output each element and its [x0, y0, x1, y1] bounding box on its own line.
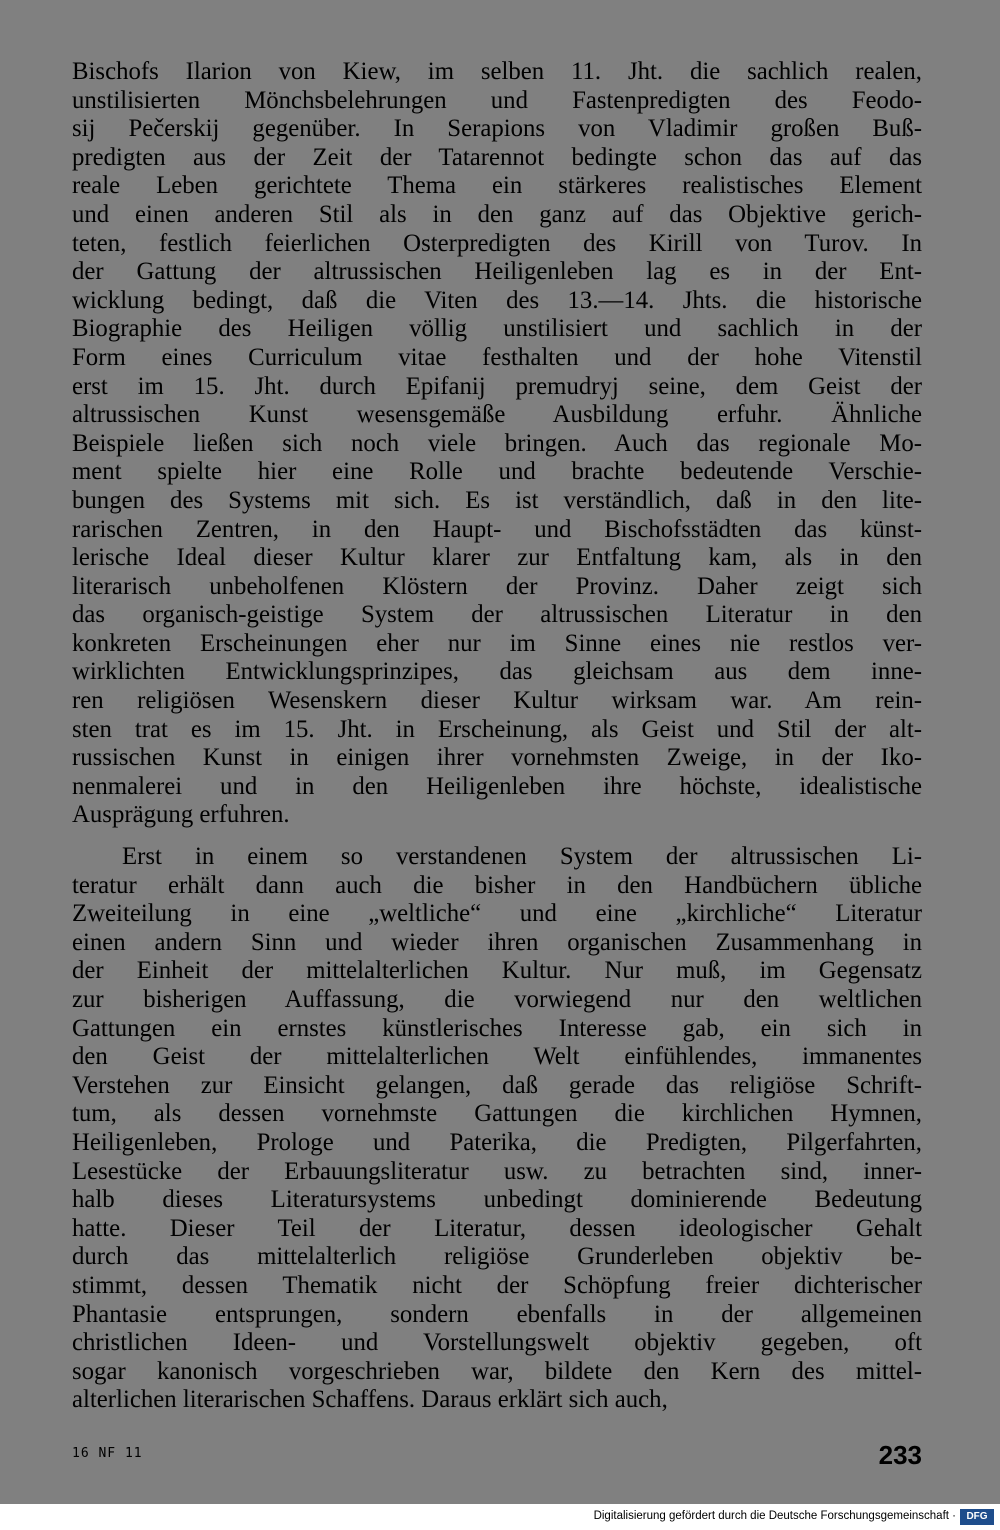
text-line: Biographie des Heiligen völlig unstilisiert und sachlich in der — [72, 315, 922, 343]
text-line: zur bisherigen Auffassung, die vorwiegend nur den weltlichen — [72, 985, 922, 1013]
text-line: Lesestücke der Erbauungsliteratur usw. zu betrachten sind, inner- — [72, 1157, 922, 1185]
text-line: altrussischen Kunst wesensgemäße Ausbildung erfuhr. Ähnliche — [72, 401, 922, 429]
text-line: das organisch-geistige System der altrussischen Literatur in den — [72, 601, 922, 629]
text-line: rarischen Zentren, in den Haupt- und Bischofsstädten das künst- — [72, 515, 922, 543]
text-line: Heiligenleben, Prologe und Paterika, die Predigten, Pilgerfahrten, — [72, 1128, 922, 1156]
text-line: Phantasie entsprungen, sondern ebenfalls in der allgemeinen — [72, 1300, 922, 1328]
paragraph-2 — [72, 843, 922, 1415]
text-line: und einen anderen Stil als in den ganz auf das Objektive gerich- — [72, 200, 922, 228]
digitization-credit-bar — [0, 1504, 1000, 1530]
text-line: Bischofs Ilarion von Kiew, im selben 11. Jht. die sachlich realen, — [72, 58, 922, 85]
text-line: halb dieses Literatursystems unbedingt dominierende Bedeutung — [72, 1186, 922, 1214]
text-line: hatte. Dieser Teil der Literatur, dessen ideologischer Gehalt — [72, 1214, 922, 1242]
text-line: konkreten Erscheinungen eher nur im Sinne eines nie restlos ver- — [72, 629, 922, 657]
text-line: alterlichen literarischen Schaffens. Daraus erklärt sich auch, — [72, 1386, 668, 1414]
printer-signature: 16 NF 11 — [72, 1446, 143, 1461]
page-footer — [72, 1440, 922, 1480]
text-line: der Einheit der mittelalterlichen Kultur. Nur muß, im Gegensatz — [72, 957, 922, 985]
text-line: Gattungen ein ernstes künstlerisches Interesse gab, ein sich in — [72, 1014, 922, 1042]
page-text-2 — [72, 843, 922, 1415]
text-line: reale Leben gerichtete Thema ein stärkeres realistisches Element — [72, 172, 922, 200]
text-line: durch das mittelalterlich religiöse Grunderleben objektiv be- — [72, 1243, 922, 1271]
text-line: Zweiteilung in eine „weltliche“ und eine „kirchliche“ Literatur — [72, 900, 922, 928]
text-line: stimmt, dessen Thematik nicht der Schöpfung freier dichterischer — [72, 1271, 922, 1299]
digitization-credit: Digitalisierung gefördert durch die Deutsche Forschungsgemeinschaft · — [593, 1510, 956, 1522]
text-line: einen andern Sinn und wieder ihren organischen Zusammenhang in — [72, 928, 922, 956]
page-text — [72, 58, 922, 830]
text-line: wirklichten Entwicklungsprinzipes, das gleichsam aus dem inne- — [72, 658, 922, 686]
text-line: literarisch unbeholfenen Klöstern der Provinz. Daher zeigt sich — [72, 572, 922, 600]
text-line: Erst in einem so verstandenen System der altrussischen Li- — [122, 843, 922, 870]
text-line: der Gattung der altrussischen Heiligenleben lag es in der Ent- — [72, 258, 922, 286]
text-line: teten, festlich feierlichen Osterpredigten des Kirill von Turov. In — [72, 229, 922, 257]
text-line: Verstehen zur Einsicht gelangen, daß gerade das religiöse Schrift- — [72, 1071, 922, 1099]
text-line: bungen des Systems mit sich. Es ist verständlich, daß in den lite- — [72, 486, 922, 514]
text-line: predigten aus der Zeit der Tatarennot bedingte schon das auf das — [72, 143, 922, 171]
dfg-logo-icon: DFG — [960, 1509, 994, 1525]
text-line: sogar kanonisch vorgeschrieben war, bildete den Kern des mittel- — [72, 1357, 922, 1385]
text-line: russischen Kunst in einigen ihrer vornehmsten Zweige, in der Iko- — [72, 744, 922, 772]
text-line: sten trat es im 15. Jht. in Erscheinung, als Geist und Stil der alt- — [72, 715, 922, 743]
text-line: wicklung bedingt, daß die Viten des 13.—14. Jhts. die historische — [72, 286, 922, 314]
page-number: 233 — [878, 1440, 922, 1470]
text-line: tum, als dessen vornehmste Gattungen die kirchlichen Hymnen, — [72, 1100, 922, 1128]
text-line: teratur erhält dann auch die bisher in den Handbüchern übliche — [72, 871, 922, 899]
text-line: christlichen Ideen- und Vorstellungswelt objektiv gegeben, oft — [72, 1329, 922, 1357]
text-line: nenmalerei und in den Heiligenleben ihre höchste, idealistische — [72, 772, 922, 800]
text-line: Ausprägung erfuhren. — [72, 801, 290, 829]
text-line: erst im 15. Jht. durch Epifanij premudryj seine, dem Geist der — [72, 372, 922, 400]
text-line: ren religiösen Wesenskern dieser Kultur wirksam war. Am rein- — [72, 687, 922, 715]
text-line: Form eines Curriculum vitae festhalten und der hohe Vitenstil — [72, 343, 922, 371]
text-line: den Geist der mittelalterlichen Welt einfühlendes, immanentes — [72, 1043, 922, 1071]
text-line: unstilisierten Mönchsbelehrungen und Fastenpredigten des Feodo- — [72, 86, 922, 114]
text-line: sij Pečerskij gegenüber. In Serapions von Vladimir großen Buß- — [72, 115, 922, 143]
text-line: Beispiele ließen sich noch viele bringen. Auch das regionale Mo- — [72, 429, 922, 457]
text-line: ment spielte hier eine Rolle und brachte bedeutende Verschie- — [72, 458, 922, 486]
paragraph-1 — [72, 58, 922, 830]
text-line: lerische Ideal dieser Kultur klarer zur Entfaltung kam, als in den — [72, 544, 922, 572]
